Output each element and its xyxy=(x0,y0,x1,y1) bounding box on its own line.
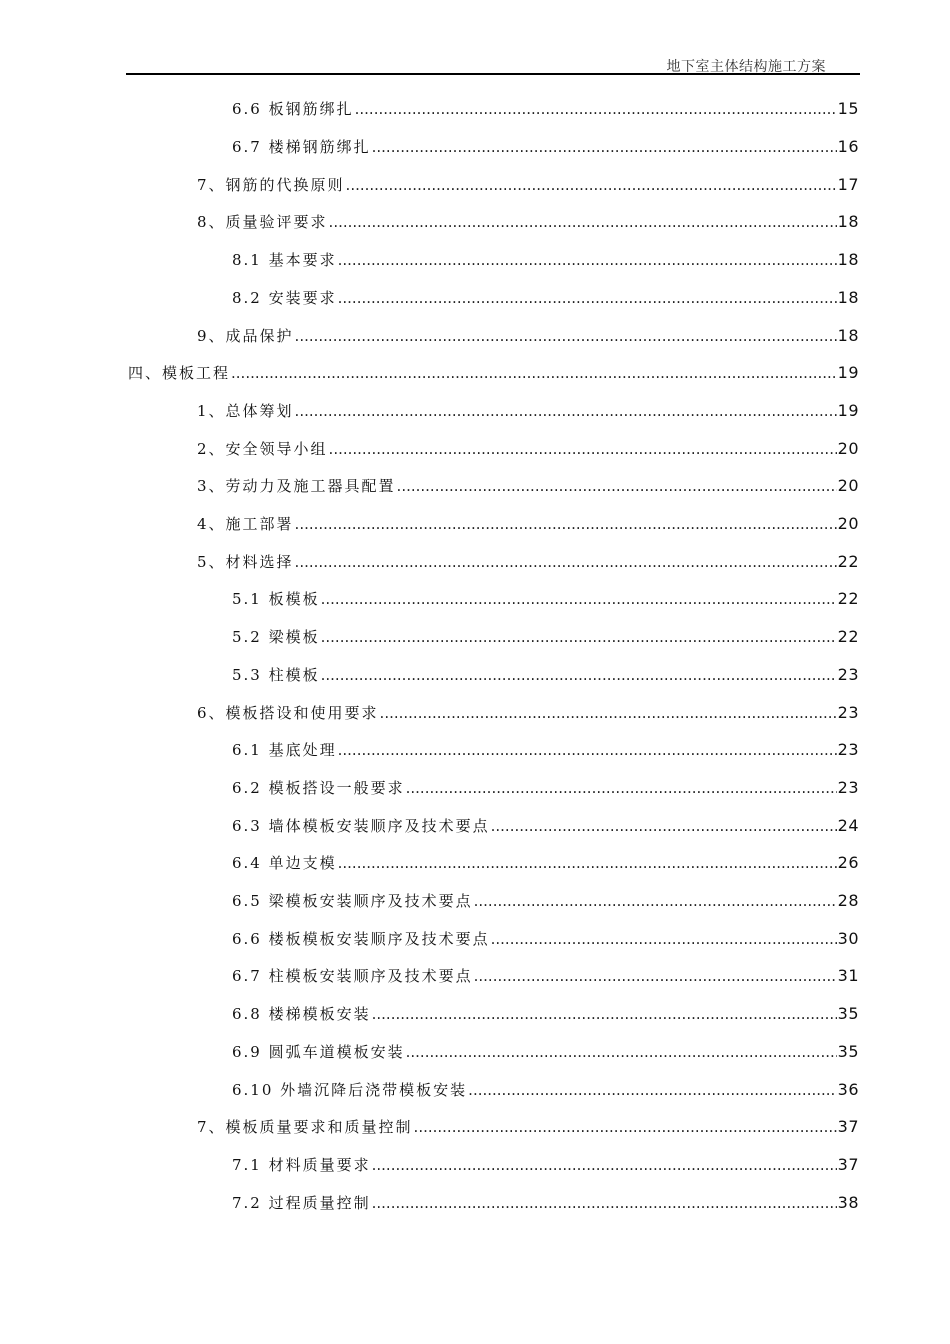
toc-entry-page-number: 22 xyxy=(837,551,859,571)
dot-leader xyxy=(295,553,837,571)
toc-entry-line xyxy=(232,965,859,986)
toc-entry-page-number: 20 xyxy=(837,514,859,534)
toc-entry-title: 6.7 柱模板安装顺序及技术要点 xyxy=(232,967,473,986)
toc-entry-page-number: 19 xyxy=(837,400,859,420)
toc-entry-page-number: 20 xyxy=(837,438,859,458)
toc-entry-line xyxy=(232,626,859,647)
dot-leader xyxy=(338,741,837,759)
toc-entry[interactable] xyxy=(0,1070,950,1108)
toc-entry-title: 7、模板质量要求和质量控制 xyxy=(197,1118,413,1137)
toc-entry-page-number: 18 xyxy=(837,250,859,270)
toc-entry[interactable] xyxy=(0,354,950,392)
toc-entry[interactable] xyxy=(0,580,950,618)
toc-entry-title: 6.5 梁模板安装顺序及技术要点 xyxy=(232,892,473,911)
toc-entry[interactable] xyxy=(0,1183,950,1221)
toc-entry-title: 6.6 楼板模板安装顺序及技术要点 xyxy=(232,929,490,948)
toc-entry-page-number: 23 xyxy=(837,740,859,760)
toc-entry[interactable] xyxy=(0,806,950,844)
toc-entry[interactable] xyxy=(0,392,950,430)
toc-entry-page-number: 16 xyxy=(837,137,859,157)
toc-entry[interactable] xyxy=(0,693,950,731)
toc-entry[interactable] xyxy=(0,731,950,769)
dot-leader xyxy=(338,251,837,269)
toc-entry-line xyxy=(232,815,859,836)
toc-entry[interactable] xyxy=(0,769,950,807)
dot-leader xyxy=(355,100,837,118)
toc-entry-title: 6.6 板钢筋绑扎 xyxy=(232,100,354,119)
toc-entry[interactable] xyxy=(0,957,950,995)
toc-entry-line xyxy=(197,438,859,459)
toc-entry-line xyxy=(232,588,859,609)
toc-entry-title: 8、质量验评要求 xyxy=(197,213,328,232)
toc-entry-title: 8.2 安装要求 xyxy=(232,288,337,307)
toc-entry[interactable] xyxy=(0,165,950,203)
toc-entry[interactable] xyxy=(0,1033,950,1071)
dot-leader xyxy=(474,967,837,985)
toc-entry[interactable] xyxy=(0,995,950,1033)
toc-entry-line xyxy=(128,362,859,383)
document-title: 地下室主体结构施工方案 xyxy=(666,59,826,75)
toc-entry-title: 3、劳动力及施工器具配置 xyxy=(197,477,396,496)
toc-entry[interactable] xyxy=(0,467,950,505)
toc-entry-line xyxy=(197,702,859,723)
toc-entry[interactable] xyxy=(0,844,950,882)
toc-entry-title: 6、模板搭设和使用要求 xyxy=(197,703,379,722)
toc-entry-title: 6.4 单边支模 xyxy=(232,854,337,873)
toc-entry-line xyxy=(197,400,859,421)
toc-entry-title: 7.2 过程质量控制 xyxy=(232,1193,371,1212)
toc-entry[interactable] xyxy=(0,128,950,166)
dot-leader xyxy=(491,817,837,835)
toc-entry[interactable] xyxy=(0,90,950,128)
toc-entry-page-number: 22 xyxy=(837,589,859,609)
toc-entry-line xyxy=(197,211,859,232)
toc-entry[interactable] xyxy=(0,882,950,920)
toc-entry-title: 5、材料选择 xyxy=(197,552,294,571)
toc-entry-page-number: 38 xyxy=(837,1192,859,1212)
dot-leader xyxy=(338,854,837,872)
dot-leader xyxy=(321,590,837,608)
toc-entry[interactable] xyxy=(0,279,950,317)
toc-entry-line xyxy=(232,1079,859,1100)
toc-entry-page-number: 37 xyxy=(837,1154,859,1174)
toc-entry-line xyxy=(232,1154,859,1175)
toc-entry-page-number: 37 xyxy=(837,1117,859,1137)
toc-entry-title: 4、施工部署 xyxy=(197,515,294,534)
dot-leader xyxy=(474,892,837,910)
dot-leader xyxy=(321,666,837,684)
dot-leader xyxy=(372,1156,837,1174)
toc-entry-title: 6.1 基底处理 xyxy=(232,741,337,760)
toc-entry-title: 6.8 楼梯模板安装 xyxy=(232,1005,371,1024)
toc-entry[interactable] xyxy=(0,618,950,656)
toc-entry-line xyxy=(197,174,859,195)
toc-entry-line xyxy=(232,287,859,308)
toc-entry-page-number: 18 xyxy=(837,212,859,232)
toc-entry-line xyxy=(232,1192,859,1213)
toc-entry-title: 6.7 楼梯钢筋绑扎 xyxy=(232,138,371,157)
toc-entry-page-number: 28 xyxy=(837,891,859,911)
toc-entry-page-number: 20 xyxy=(837,476,859,496)
toc-entry-title: 5.1 板模板 xyxy=(232,590,320,609)
toc-entry-line xyxy=(197,551,859,572)
toc-entry-title: 6.3 墙体模板安装顺序及技术要点 xyxy=(232,816,490,835)
dot-leader xyxy=(406,779,837,797)
toc-entry[interactable] xyxy=(0,203,950,241)
toc-entry-title: 5.3 柱模板 xyxy=(232,665,320,684)
toc-entry-line xyxy=(197,513,859,534)
toc-entry-page-number: 26 xyxy=(837,853,859,873)
dot-leader xyxy=(329,440,837,458)
toc-entry-title: 7、钢筋的代换原则 xyxy=(197,175,345,194)
toc-entry-title: 1、总体筹划 xyxy=(197,401,294,420)
toc-entry-page-number: 30 xyxy=(837,928,859,948)
toc-entry-title: 6.9 圆弧车道模板安装 xyxy=(232,1042,405,1061)
dot-leader xyxy=(295,327,837,345)
dot-leader xyxy=(372,1194,837,1212)
toc-entry-line xyxy=(232,98,859,119)
dot-leader xyxy=(414,1118,837,1136)
toc-entry-title: 5.2 梁模板 xyxy=(232,628,320,647)
dot-leader xyxy=(406,1043,837,1061)
toc-entry-page-number: 18 xyxy=(837,287,859,307)
toc-entry-title: 6.2 模板搭设一般要求 xyxy=(232,778,405,797)
toc-entry-title: 7.1 材料质量要求 xyxy=(232,1155,371,1174)
toc-entry[interactable] xyxy=(0,919,950,957)
toc-entry[interactable] xyxy=(0,316,950,354)
toc-entry[interactable] xyxy=(0,542,950,580)
toc-entry-title: 6.10 外墙沉降后浇带模板安装 xyxy=(232,1080,468,1099)
toc-entry-line xyxy=(232,136,859,157)
toc-entry-line xyxy=(232,739,859,760)
toc-entry-line xyxy=(232,1041,859,1062)
toc-entry-line xyxy=(197,475,859,496)
toc-entry-line xyxy=(232,249,859,270)
dot-leader xyxy=(372,1005,837,1023)
toc-entry[interactable] xyxy=(0,241,950,279)
toc-entry-line xyxy=(232,852,859,873)
toc-entry[interactable] xyxy=(0,429,950,467)
toc-entry-page-number: 23 xyxy=(837,664,859,684)
toc-entry-page-number: 24 xyxy=(837,815,859,835)
header-divider xyxy=(126,73,860,75)
toc-entry-line xyxy=(232,664,859,685)
toc-entry-line xyxy=(197,325,859,346)
dot-leader xyxy=(295,515,837,533)
dot-leader xyxy=(346,176,837,194)
toc-entry-line xyxy=(232,777,859,798)
toc-entry-page-number: 19 xyxy=(837,363,859,383)
toc-entry-page-number: 18 xyxy=(837,325,859,345)
dot-leader xyxy=(295,402,837,420)
toc-entry-title: 9、成品保护 xyxy=(197,326,294,345)
dot-leader xyxy=(491,930,837,948)
dot-leader xyxy=(329,213,837,231)
toc-entry[interactable] xyxy=(0,505,950,543)
toc-entry-page-number: 15 xyxy=(837,99,859,119)
toc-entry-page-number: 22 xyxy=(837,627,859,647)
toc-entry-title: 8.1 基本要求 xyxy=(232,251,337,270)
toc-entry-page-number: 36 xyxy=(837,1079,859,1099)
toc-entry-line xyxy=(232,1003,859,1024)
toc-entry[interactable] xyxy=(0,1108,950,1146)
toc-entry-page-number: 23 xyxy=(837,777,859,797)
dot-leader xyxy=(338,289,837,307)
dot-leader xyxy=(397,477,837,495)
toc-entry[interactable] xyxy=(0,1146,950,1184)
toc-entry-page-number: 17 xyxy=(837,174,859,194)
toc-entry-line xyxy=(232,890,859,911)
toc-entry-page-number: 23 xyxy=(837,702,859,722)
toc-entry-page-number: 35 xyxy=(837,1004,859,1024)
toc-entry-page-number: 31 xyxy=(837,966,859,986)
dot-leader xyxy=(372,138,837,156)
dot-leader xyxy=(231,364,837,382)
dot-leader xyxy=(380,704,837,722)
toc-entry-title: 2、安全领导小组 xyxy=(197,439,328,458)
toc-entry-page-number: 35 xyxy=(837,1041,859,1061)
dot-leader xyxy=(321,628,837,646)
dot-leader xyxy=(468,1081,836,1099)
toc-entry-title: 四、模板工程 xyxy=(128,364,231,383)
toc-entry-line xyxy=(197,1116,859,1137)
toc-entry-line xyxy=(232,928,859,949)
toc-entry[interactable] xyxy=(0,656,950,694)
